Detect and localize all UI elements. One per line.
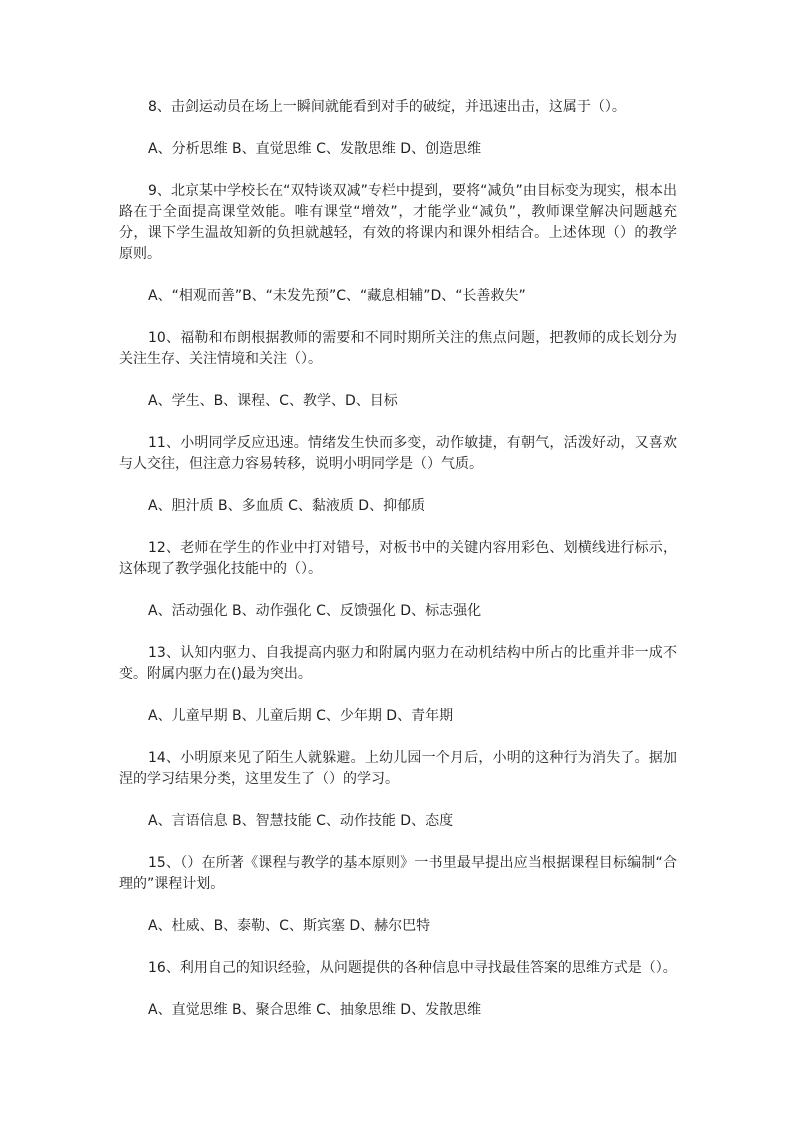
question-options: A、儿童早期 B、儿童后期 C、少年期 D、青年期 bbox=[148, 708, 454, 724]
question-options: A、言语信息 B、智慧技能 C、动作技能 D、态度 bbox=[148, 813, 454, 829]
question-stem: 9、北京某中学校长在“双特谈双减”专栏中提到，要将“减负”由目标变为现实，根本出路在于全面提高课堂效能。唯有课堂“增效”，才能学业“减负”，教师课堂解决问题越充分，课下学生温故知新的负担就越轻，有效的将课内和课外相结合。上述体现（）的教学原则。 bbox=[119, 183, 677, 262]
question-options: A、“相观而善”B、“未发先预”C、“藏息相辅”D、“长善救失” bbox=[148, 288, 526, 304]
question-stem: 13、认知内驱力、自我提高内驱力和附属内驱力在动机结构中所占的比重并非一成不变。附属内驱力在()最为突出。 bbox=[119, 645, 677, 682]
question-stem: 15、（）在所著《课程与教学的基本原则》一书里最早提出应当根据课程目标编制“合理的”课程计划。 bbox=[119, 855, 677, 892]
question-stem: 14、小明原来见了陌生人就躲避。上幼儿园一个月后，小明的这种行为消失了。据加涅的学习结果分类，这里发生了（）的学习。 bbox=[119, 750, 677, 787]
document-page bbox=[119, 97, 677, 1042]
question-stem: 11、小明同学反应迅速。情绪发生快而多变，动作敏捷，有朝气，活泼好动，又喜欢与人交往，但注意力容易转移，说明小明同学是（）气质。 bbox=[119, 435, 677, 472]
question-options: A、分析思维 B、直觉思维 C、发散思维 D、创造思维 bbox=[148, 141, 482, 157]
question-options: A、活动强化 B、动作强化 C、反馈强化 D、标志强化 bbox=[148, 603, 482, 619]
question-stem: 12、老师在学生的作业中打对错号，对板书中的关键内容用彩色、划横线进行标示，这体现了教学强化技能中的（）。 bbox=[119, 540, 677, 577]
question-stem: 8、击剑运动员在场上一瞬间就能看到对手的破绽，并迅速出击，这属于（）。 bbox=[148, 99, 626, 115]
question-options: A、杜威、B、泰勒、C、斯宾塞 D、赫尔巴特 bbox=[148, 918, 431, 934]
question-stem: 16、利用自己的知识经验，从问题提供的各种信息中寻找最佳答案的思维方式是（）。 bbox=[148, 960, 677, 976]
question-stem: 10、福勒和布朗根据教师的需要和不同时期所关注的焦点问题，把教师的成长划分为关注生存、关注情境和关注（）。 bbox=[119, 330, 677, 367]
question-options: A、胆汁质 B、多血质 C、黏液质 D、抑郁质 bbox=[148, 498, 426, 514]
question-options: A、学生、B、课程、C、教学、D、目标 bbox=[148, 393, 398, 409]
question-options: A、直觉思维 B、聚合思维 C、抽象思维 D、发散思维 bbox=[148, 1002, 482, 1018]
